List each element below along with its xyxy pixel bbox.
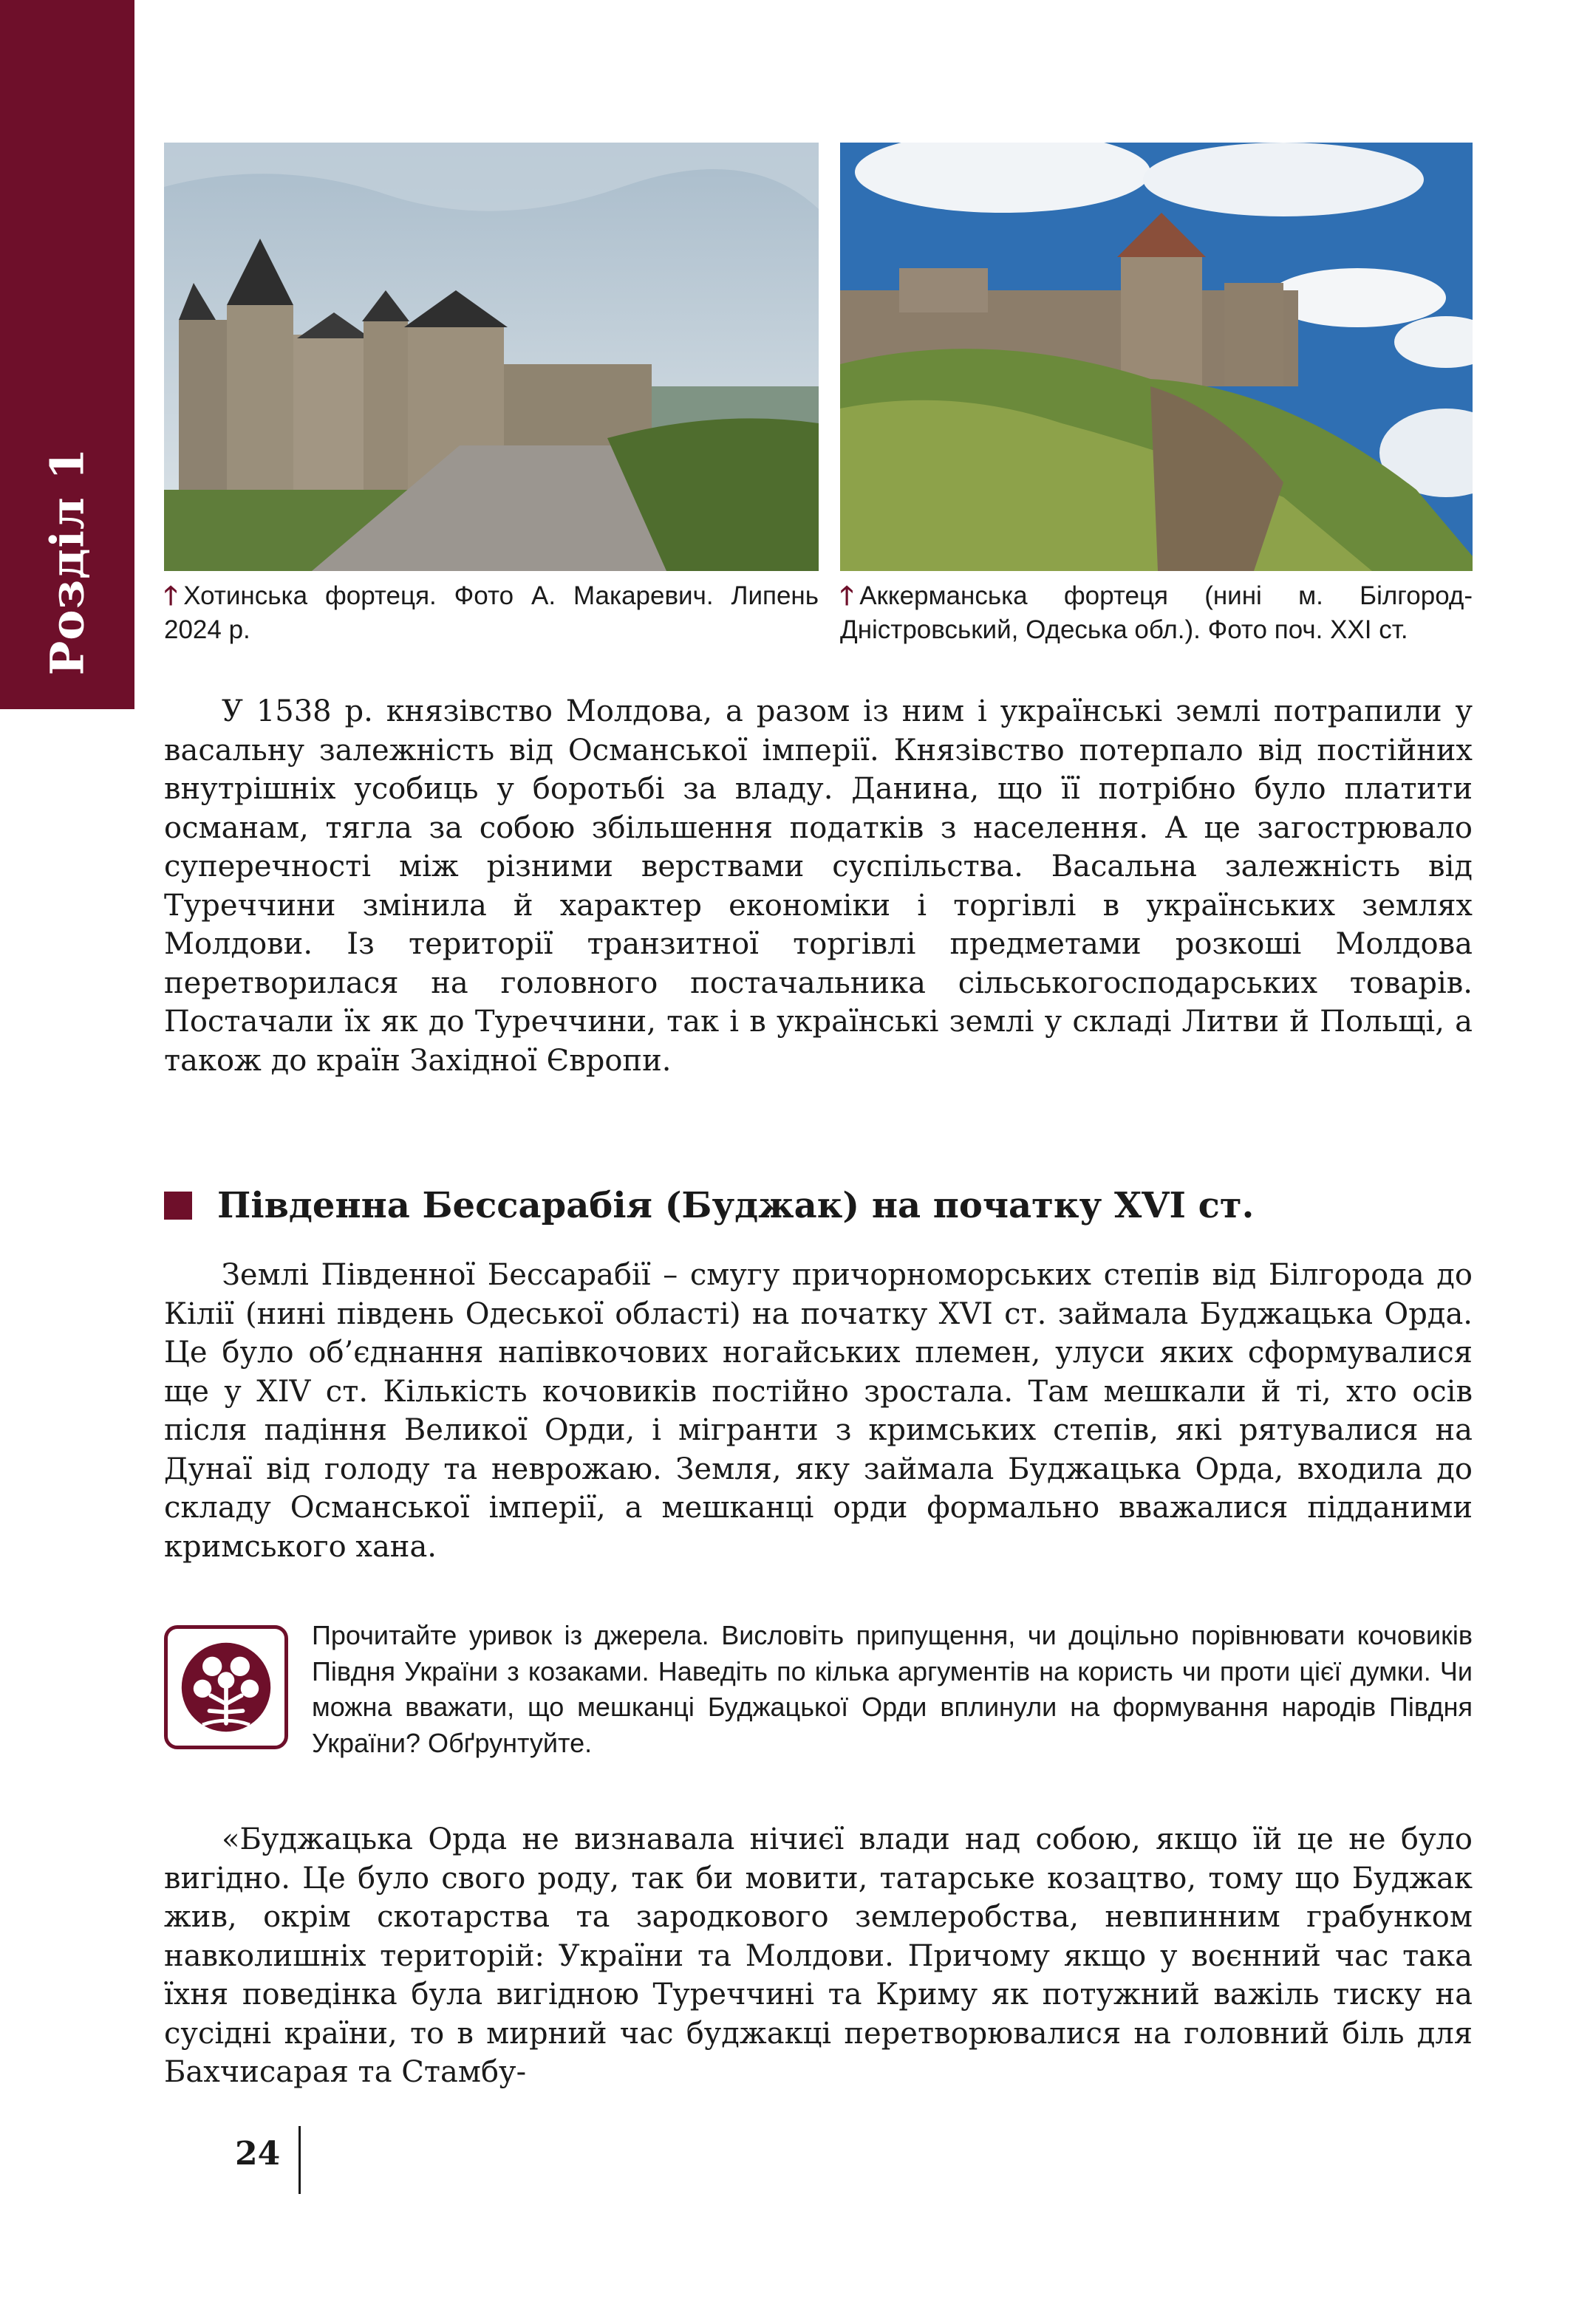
akkerman-fortress-photo (840, 143, 1473, 571)
right-caption-text: Аккерманська фортеця (нині м. Білгород-Дністровський, Одеська обл.). Фото поч. XXI ст. (840, 581, 1473, 644)
section-heading (164, 1182, 1473, 1229)
chapter-label: Розділ 1 (40, 447, 95, 676)
arrow-up-icon: 🡑 (840, 581, 854, 610)
chapter-side-tab (0, 0, 134, 709)
source-quote: «Буджацька Орда не визнавала нічиєї влади над собою, якщо їй це не було вигідно. Це було свого роду, так би мовити, татарське козацтво, тому що Буджак жив, окрім скотарства та зародкового землеробства, невпинним грабунком навколишніх територій: України та Молдови. Причому якщо у воєнний час така їхня поведінка була вигідною Туреччині та Криму як потужний важіль тиску на сусідні країни, то в мирний час буджакці перетворювалися на головний біль для Бахчисарая та Стамбу- (164, 1822, 1473, 2089)
page-number: 24 (235, 2135, 281, 2173)
arrow-up-icon: 🡑 (164, 581, 178, 610)
khotyn-fortress-photo (164, 143, 819, 571)
task-block (164, 1618, 1473, 1761)
moldova-paragraph: У 1538 р. князівство Молдова, а разом із ним і українські землі потрапили у васальну залежність від Османської імперії. Князівство потерпало від постійних внутрішніх усобиць у боротьбі за владу. Данина, що її потрібно було платити османам, тягла за собою збільшення податків з населення. А це загострювало суперечності між різними верствами суспільства. Васальна залежність від Туреччини змінила й характер економіки і торгівлі в українських землях Молдови. Із території транзитної торгівлі предметами розкоші Молдова перетворилася на головного постачальника сільськогосподарських товарів. Постачали їх як до Туреччини, так і в українські землі у складі Литви й Польщі, а також до країн Західної Європи. (164, 694, 1473, 1078)
task-text: Прочитайте уривок із джерела. Висловіть припущення, чи доцільно порівнювати кочовиків Півдня України з козаками. Наведіть по кілька аргументів на користь чи проти цієї думки. Чи можна вважати, що мешканці Буджацької Орди вплинули на формування народів Півдня України? Обґрунтуйте. (312, 1620, 1473, 1758)
section-title: Південна Бессарабія (Буджак) на початку XVI ст. (217, 1185, 1255, 1226)
heading-marker-icon (164, 1192, 192, 1220)
left-caption-text: Хотинська фортеця. Фото А. Макаревич. Липень 2024 р. (164, 581, 819, 644)
left-photo-caption (164, 579, 819, 647)
right-photo-caption (840, 579, 1473, 647)
page-number-divider (299, 2126, 301, 2194)
budjak-paragraph: Землі Південної Бессарабії – смугу причорноморських степів від Білгорода до Кілії (нині південь Одеської області) на початку XVI ст. займала Буджацька Орда. Це було об’єднання напівкочових ногайських племен, улуси яких сформувалися ще у XIV ст. Кількість кочовиків постійно зростала. Там мешкали й ті, хто осів після падіння Великої Орди, і мігранти з кримських степів, які рятувалися на Дунаї від голоду та неврожаю. Земля, яку займала Буджацька Орда, входила до складу Османської імперії, а мешканці орди формально вважалися підданими кримського хана. (164, 1258, 1473, 1564)
